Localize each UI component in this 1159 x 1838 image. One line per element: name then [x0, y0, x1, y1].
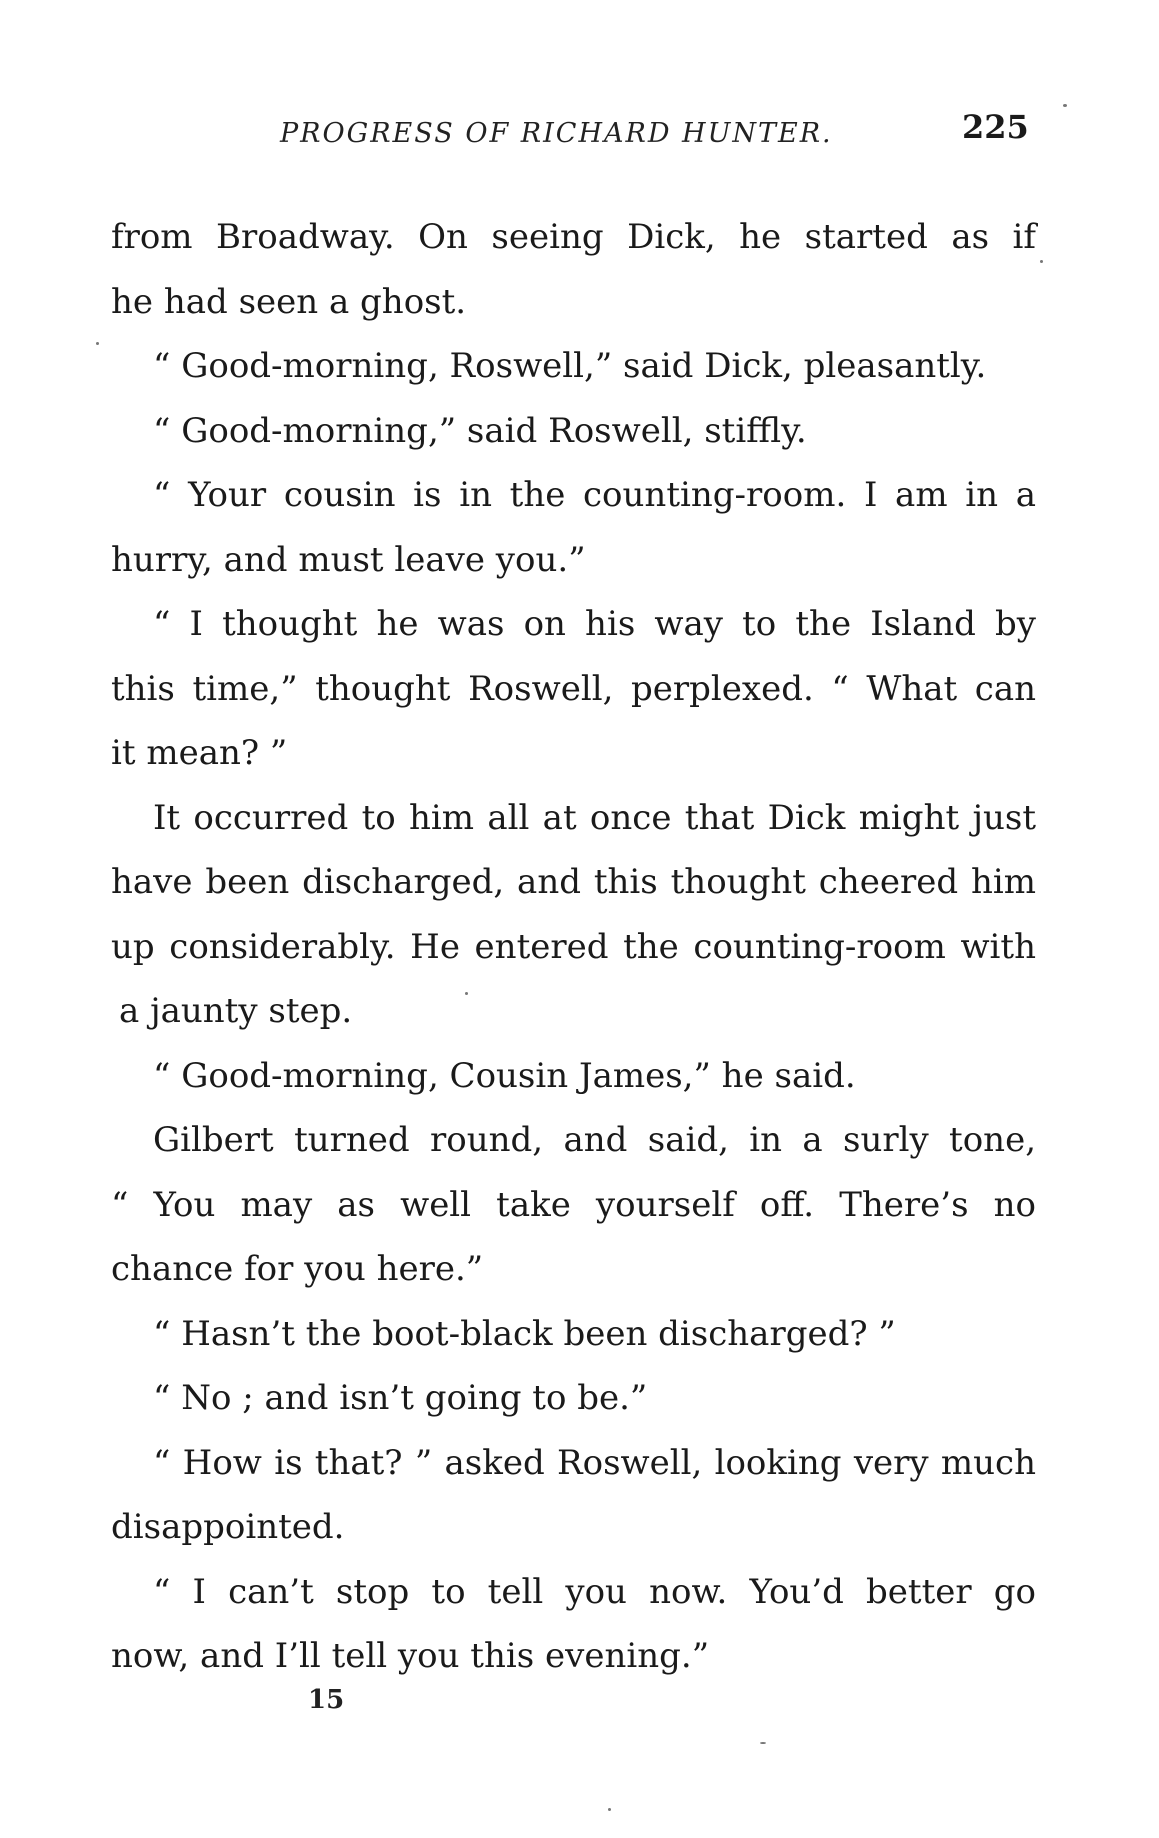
text-line: “ You may as well take yourself off. There’s no	[111, 1184, 1036, 1225]
running-head	[0, 108, 1159, 158]
text-line: he had seen a ghost.	[111, 281, 467, 322]
text-line: Gilbert turned round, and said, in a surly tone,	[153, 1120, 1036, 1160]
text-line: a jaunty step.	[119, 991, 353, 1031]
text-line: hurry, and must leave you.”	[111, 539, 586, 580]
text-line: up considerably. He entered the counting-room with	[111, 926, 1036, 967]
body-text	[111, 205, 1036, 1689]
text-line: it mean? ”	[111, 733, 288, 773]
paper-speck	[608, 1808, 611, 1811]
paper-speck	[1040, 260, 1043, 263]
text-line: chance for you here.”	[111, 1249, 484, 1289]
text-line: “ Good-morning, Roswell,” said Dick, pleasantly.	[153, 346, 987, 386]
text-line: “ I can’t stop to tell you now. You’d better go	[153, 1571, 1036, 1612]
paper-speck	[1063, 104, 1067, 107]
text-line: It occurred to him all at once that Dick might just	[153, 797, 1036, 838]
text-line: this time,” thought Roswell, perplexed. “ What can	[111, 668, 1036, 709]
text-line: “ No ; and isn’t going to be.”	[153, 1378, 648, 1418]
paper-speck	[96, 342, 99, 345]
text-line: “ Hasn’t the boot-black been discharged? ”	[153, 1313, 896, 1354]
text-line: have been discharged, and this thought cheered him	[111, 862, 1036, 902]
text-line: “ Your cousin is in the counting-room. I am in a	[153, 475, 1036, 515]
signature-mark: 15	[308, 1685, 345, 1715]
text-line: “ I thought he was on his way to the Island by	[153, 604, 1036, 644]
paper-speck	[465, 992, 468, 995]
paper-speck	[760, 1742, 766, 1744]
page-number: 225	[962, 108, 1029, 146]
text-line: now, and I’ll tell you this evening.”	[111, 1636, 710, 1676]
text-line: “ Good-morning,” said Roswell, stiffly.	[153, 410, 807, 451]
running-title: PROGRESS OF RICHARD HUNTER.	[280, 118, 833, 149]
text-line: “ How is that? ” asked Roswell, looking very much	[153, 1442, 1036, 1483]
text-line: “ Good-morning, Cousin James,” he said.	[153, 1055, 856, 1096]
text-line: disappointed.	[111, 1507, 345, 1547]
text-line: from Broadway. On seeing Dick, he started as if	[111, 217, 1036, 257]
